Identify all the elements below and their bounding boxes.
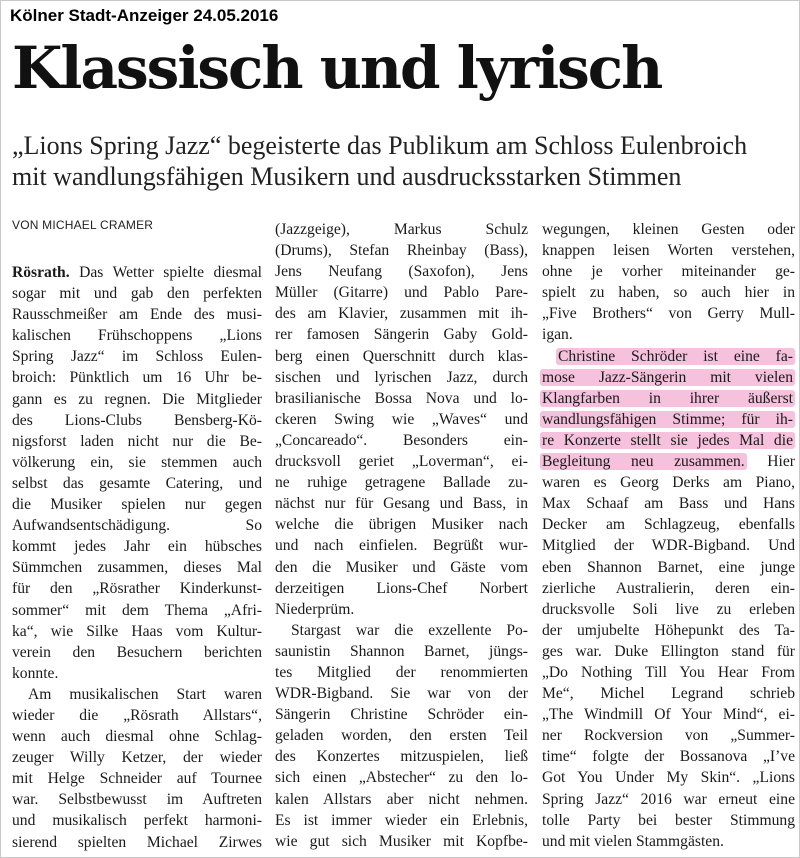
text-line: Decker am Schlagzeug, ebenfalls xyxy=(542,516,795,534)
text-line: drucksvolle Soli live zu erleben xyxy=(542,600,795,618)
text-line: eben Shannon Barnet, eine junge xyxy=(542,558,795,576)
text-line: berg einen Querschnitt durch klas- xyxy=(275,347,528,365)
text-line: Spring Jazz“ im Schloss Eulen- xyxy=(12,348,262,366)
highlight-mark: mose Jazz-Sängerin mit vielen xyxy=(542,368,793,386)
text-line: ne ruhige getragene Ballade zu- xyxy=(275,474,528,492)
text-line: Aufwandsentschädigung. So xyxy=(12,517,262,535)
subheadline xyxy=(12,130,792,192)
highlight-mark: Klangfarben in ihrer äußerst xyxy=(542,389,793,407)
text-line xyxy=(12,262,262,283)
text-line: Am musikalischen Start waren xyxy=(28,685,262,703)
text-line: Jens Neufang (Saxofon), Jens xyxy=(275,263,528,281)
article-column-1 xyxy=(12,262,262,853)
text-line: Sängerin Christine Schröder ein- xyxy=(275,706,528,724)
byline: VON MICHAEL CRAMER xyxy=(12,218,154,232)
text-line: sommer“ mit dem Thema „Afri- xyxy=(12,601,262,619)
text-line: kalen Allstars aber nicht nehmen. xyxy=(275,790,528,808)
text-line: völkerung ein, sie stemmen auch xyxy=(12,453,262,471)
text-line xyxy=(542,451,795,472)
text-line: Spring Jazz“ 2016 war erneut eine xyxy=(542,790,795,808)
highlighted-line xyxy=(542,430,795,451)
text-line: Müller (Gitarre) und Pablo Pare- xyxy=(275,284,528,302)
subhead-line: „Lions Spring Jazz“ begeisterte das Publikum am Schloss Eulenbroich xyxy=(12,131,748,160)
text-line: „Five Brothers“ von Gerry Mull- xyxy=(542,305,795,323)
highlight-mark: Christine Schröder ist eine fa- xyxy=(558,347,793,365)
text-line: tes Mitglied der renommierten xyxy=(275,663,528,681)
text-line: zeuger Willy Ketzer, der wieder xyxy=(12,749,262,767)
headline: Klassisch und lyrisch xyxy=(12,34,662,102)
text-line: den die Musiker und Gäste vom xyxy=(275,558,528,576)
text-line: des am Klavier, zusammen mit ih- xyxy=(275,305,528,323)
highlight-mark: re Konzerte stellt sie jedes Mal die xyxy=(542,431,793,449)
text-line: „Concareado“. Besonders ein- xyxy=(275,431,528,449)
text-line: Stargast war die exzellente Po- xyxy=(291,621,528,639)
source-label: Kölner Stadt-Anzeiger 24.05.2016 xyxy=(10,6,279,25)
text-line: ner Rockversion von „Summer- xyxy=(542,727,795,745)
article-column-2 xyxy=(275,219,528,852)
text-line: Got You Under My Skin“. „Lions xyxy=(542,769,795,787)
text-line: drucksvoll geriet „Loverman“, ei- xyxy=(275,453,528,471)
text-line: geladen worden, den ersten Teil xyxy=(275,727,528,745)
text-line: ges war. Duke Ellington stand für xyxy=(542,642,795,660)
text-line: (Drums), Stefan Rheinbay (Bass), xyxy=(275,242,528,260)
article-column-3 xyxy=(542,219,795,852)
text-line: derzeitigen Lions-Chef Norbert xyxy=(275,579,528,597)
text-line: des Lions-Clubs Bensberg-Kö- xyxy=(12,411,262,429)
text-line: brasilianische Bossa Nova und lo- xyxy=(275,389,528,407)
text-line: welche die übrigen Musiker nach xyxy=(275,516,528,534)
text-line: „Do Nothing Till You Hear From xyxy=(542,663,795,681)
text-line: Niederprüm. xyxy=(275,600,355,618)
text-line: konnte. xyxy=(12,664,59,682)
text-line: spielt zu haben, so auch hier in xyxy=(542,284,795,302)
text-line: Me“, Michel Legrand schrieb xyxy=(542,685,795,703)
text-line: ka“, wie Silke Haas vom Kultur- xyxy=(12,622,262,640)
text-line: selbst das gesamte Catering, und xyxy=(12,474,262,492)
text-line: sierend spielten Michael Zirwes xyxy=(12,833,262,851)
highlight-mark: Begleitung neu zusammen. xyxy=(542,453,745,471)
text-line: Sümmchen zusammen, dieses Mal xyxy=(12,559,262,577)
text-line: und nach einfielen. Begrüßt wur- xyxy=(275,537,528,555)
text-line: gann es zu regnen. Die Mitglieder xyxy=(12,390,262,408)
text-line: Rausschmeißer am Ende des musi- xyxy=(12,306,262,324)
text-line: war. Selbstbewusst im Auftreten xyxy=(12,791,262,809)
text-line: und musikalisch perfekt harmoni- xyxy=(12,812,262,830)
subhead-line: mit wandlungsfähigen Musikern und ausdrucksstarken Stimmen xyxy=(12,162,682,191)
text-line: nigsforst laden nicht nur die Be- xyxy=(12,432,262,450)
text-line: ckeren Swing wie „Waves“ und xyxy=(275,410,528,428)
text-line: wenn auch diesmal ohne Schlag- xyxy=(12,728,262,746)
text-run: Hier xyxy=(767,453,796,471)
highlight-mark: wandlungsfähigen Stimme; für ih- xyxy=(542,410,793,428)
text-line: für den „Rösrather Kinderkunst- xyxy=(12,580,262,598)
text-line: Max Schaaf am Bass und Hans xyxy=(542,495,795,513)
text-line: ohne je vorher miteinander ge- xyxy=(542,263,795,281)
highlighted-line xyxy=(542,388,795,409)
text-line: kommt jedes Jahr ein hübsches xyxy=(12,538,262,556)
text-line: „The Windmill Of Your Mind“, ei- xyxy=(542,706,795,724)
highlighted-line xyxy=(542,409,795,430)
text-line: waren es Georg Derks am Piano, xyxy=(542,474,795,492)
text-line: wegungen, kleinen Gesten oder xyxy=(542,221,795,238)
text-line: verein den Besuchern berichten xyxy=(12,643,262,661)
highlighted-line xyxy=(542,346,795,367)
text-line: tolle Party bei bester Stimmung xyxy=(542,811,795,829)
text-line: knappen leisen Worten verstehen, xyxy=(542,242,795,260)
text-line: nächst nur für Gesang und Bass, in xyxy=(275,495,528,513)
text-line: Mitglied der WDR-Bigband. Und xyxy=(542,537,795,555)
text-line: (Jazzgeige), Markus Schulz xyxy=(275,221,528,238)
dateline-rest: Das Wetter spielte diesmal xyxy=(79,264,262,281)
text-line: igan. xyxy=(542,326,573,344)
text-line: wieder die „Rösrath Allstars“, xyxy=(12,706,262,724)
text-line: wie gut sich Musiker mit Kopfbe- xyxy=(275,832,528,850)
text-line: der umjubelte Höhepunkt des Ta- xyxy=(542,621,795,639)
text-line: sischen und lyrischen Jazz, durch xyxy=(275,368,528,386)
dateline: Rösrath. xyxy=(12,264,70,281)
text-line: Es ist immer wieder ein Erlebnis, xyxy=(275,811,528,829)
text-line: time“ folgte der Bossanova „I’ve xyxy=(542,748,795,766)
text-line: saunistin Shannon Barnet, jüngs- xyxy=(275,642,528,660)
text-line: sogar mit und gab den perfekten xyxy=(12,285,262,303)
text-line: rer famosen Sängerin Gaby Gold- xyxy=(275,326,528,344)
highlighted-line xyxy=(542,367,795,388)
text-line: und mit vielen Stammgästen. xyxy=(542,832,724,850)
text-line: die Musiker spielen nur gegen xyxy=(12,496,262,514)
text-line: mit Helge Schneider auf Tournee xyxy=(12,770,262,788)
text-line: WDR-Bigband. Sie war von der xyxy=(275,685,528,703)
text-line: kalischen Frühschoppens „Lions xyxy=(12,327,262,345)
text-line: zierliche Australierin, deren ein- xyxy=(542,579,795,597)
text-line: sich einen „Abstecher“ zu den lo- xyxy=(275,769,528,787)
text-line: broich: Pünktlich um 16 Uhr be- xyxy=(12,369,262,387)
text-line: des Konzertes mitzuspielen, ließ xyxy=(275,748,528,766)
